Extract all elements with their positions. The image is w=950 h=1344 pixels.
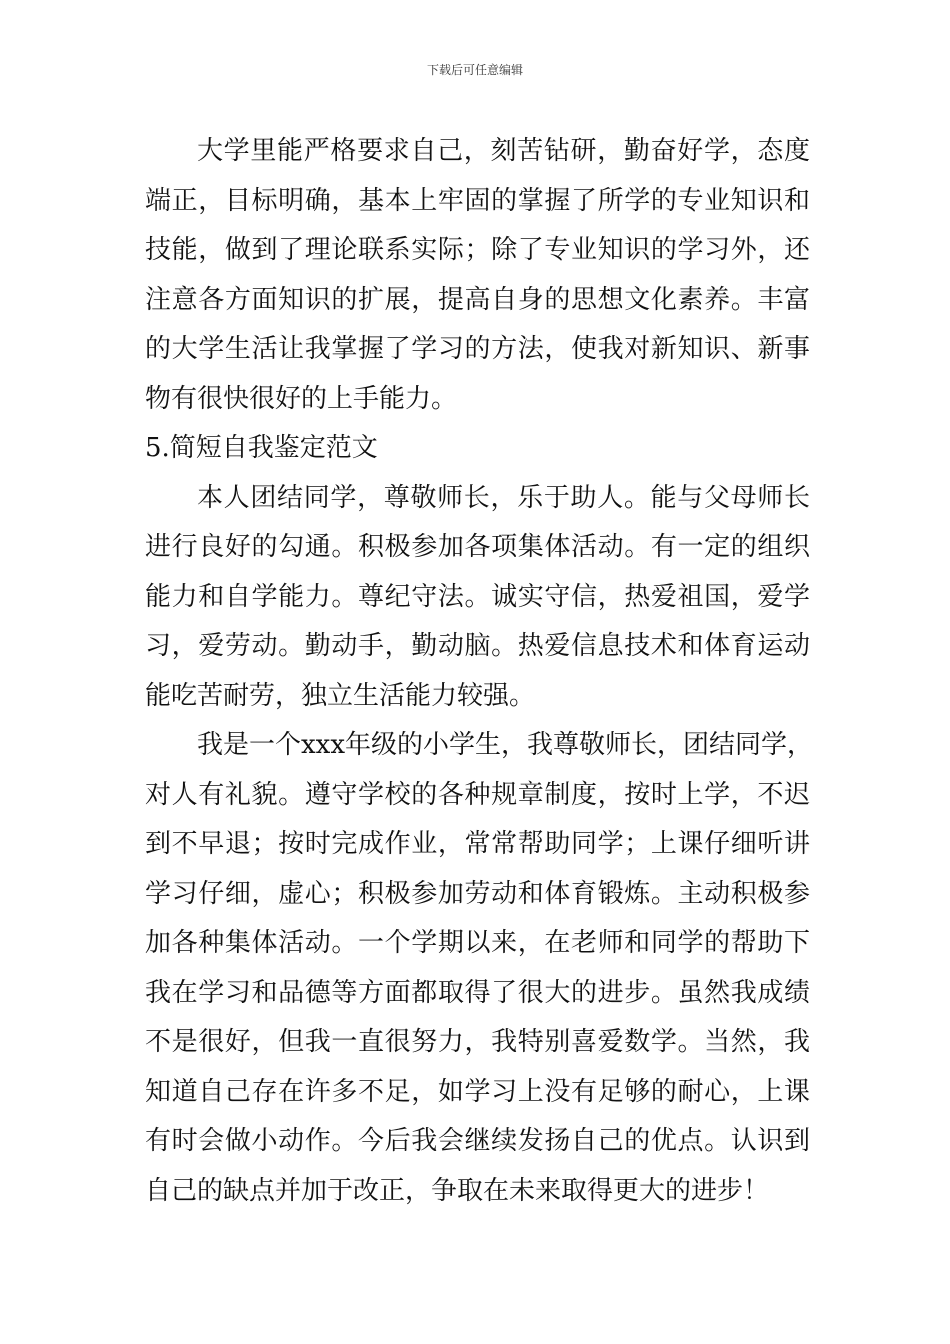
page-header: 下载后可任意编辑 [426,63,523,77]
text-line: 自己的缺点并加于改正，争取在未来取得更大的进步！ [145,1175,770,1206]
text-line: 我在学习和品德等方面都取得了很大的进步。虽然我成绩 [145,977,810,1008]
section-heading [145,424,810,474]
text-line: 习，爱劳动。勤动手，勤动脑。热爱信息技术和体育运动 [145,631,810,661]
text-line: 对人有礼貌。遵守学校的各种规章制度，按时上学，不迟 [145,779,810,810]
heading-text: 5.简短自我鉴定范文 [145,433,378,463]
paragraph [145,474,810,722]
text-line: 不是很好，但我一直很努力，我特别喜爱数学。当然，我 [145,1027,810,1057]
text-line: 物有很快很好的上手能力。 [145,383,458,414]
text-line: 本人团结同学，尊敬师长，乐于助人。能与父母师长 [197,482,810,513]
text-line: 学习仔细，虚心；积极参加劳动和体育锻炼。主动积极参 [145,878,810,909]
paragraph [145,127,810,424]
document-body [145,127,813,1216]
text-line: 加各种集体活动。一个学期以来，在老师和同学的帮助下 [145,928,810,958]
text-line: 到不早退；按时完成作业，常常帮助同学；上课仔细听讲 [145,829,810,859]
text-line: 进行良好的勾通。积极参加各项集体活动。有一定的组织 [145,532,810,562]
text-line: 技能，做到了理论联系实际；除了专业知识的学习外，还 [145,235,810,265]
text-line: 大学里能严格要求自己，刻苦钻研，勤奋好学，态度 [197,136,810,166]
text-line: 我是一个xxx年级的小学生，我尊敬师长，团结同学， [197,730,813,760]
text-line: 的大学生活让我掌握了学习的方法，使我对新知识、新事 [145,334,810,364]
text-line: 端正，目标明确，基本上牢固的掌握了所学的专业知识和 [145,185,810,216]
text-line: 有时会做小动作。今后我会继续发扬自己的优点。认识到 [145,1126,810,1156]
text-line: 能吃苦耐劳，独立生活能力较强。 [145,680,536,711]
text-line: 注意各方面知识的扩展，提高自身的思想文化素养。丰富 [145,284,810,315]
paragraph [145,721,813,1216]
text-line: 能力和自学能力。尊纪守法。诚实守信，热爱祖国，爱学 [145,581,810,612]
text-line: 知道自己存在许多不足，如学习上没有足够的耐心，上课 [145,1076,810,1107]
